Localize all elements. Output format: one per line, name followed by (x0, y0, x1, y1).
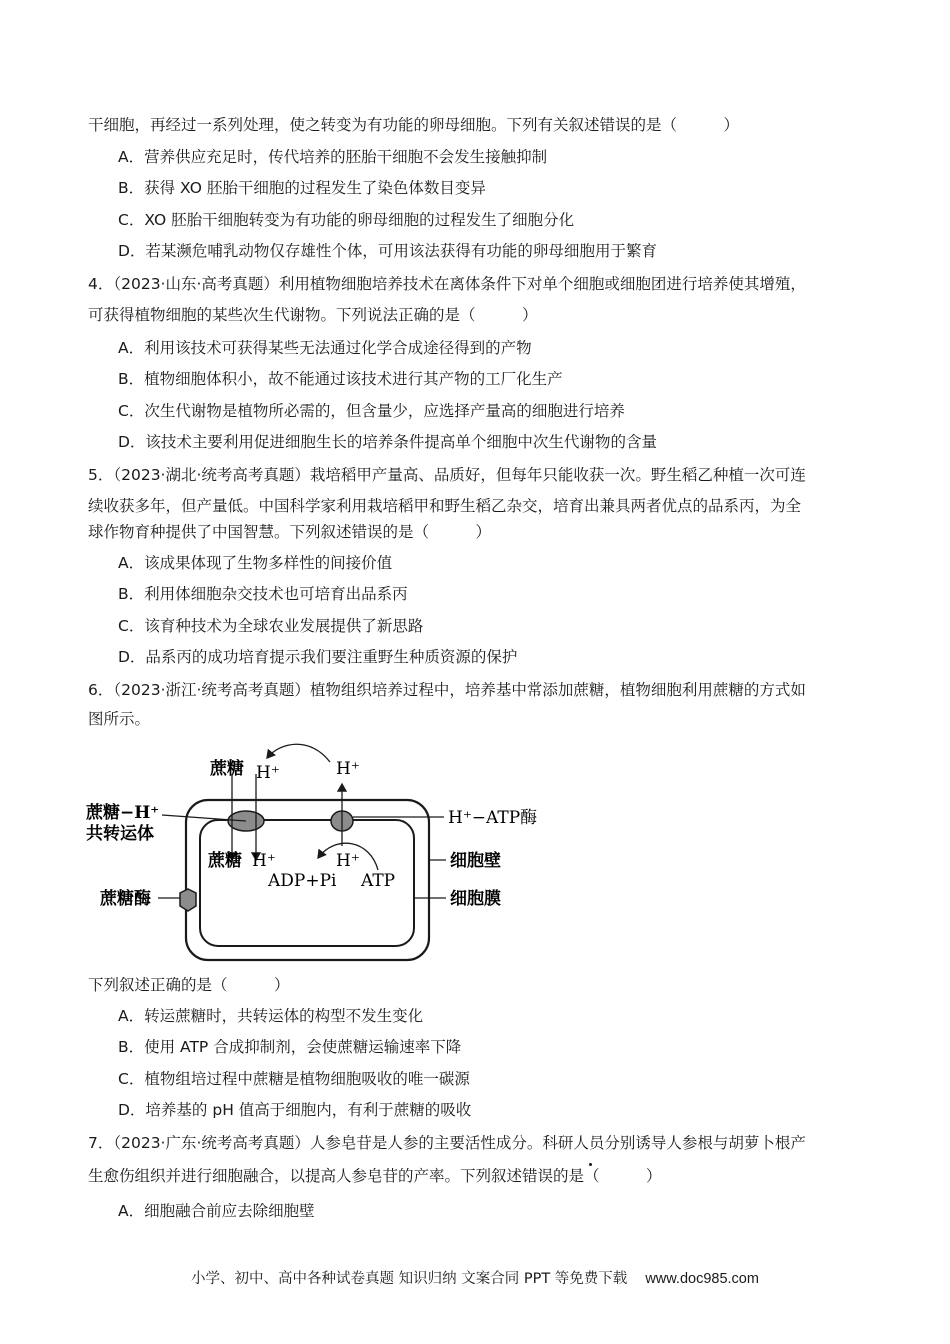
footer-url[interactable]: www.doc985.com (645, 1271, 759, 1287)
q7-option-a[interactable]: A．细胞融合前应去除细胞壁 (118, 1202, 315, 1220)
q6-option-b[interactable]: B．使用 ATP 合成抑制剂，会使蔗糖运输速率下降 (118, 1038, 462, 1056)
q5-option-d[interactable]: D．品系丙的成功培育提示我们要注重野生种质资源的保护 (118, 648, 518, 666)
q5-option-a[interactable]: A．该成果体现了生物多样性的间接价值 (118, 554, 393, 572)
label-h-outside-left: H⁺ (256, 763, 280, 783)
q6-option-c[interactable]: C．植物组培过程中蔗糖是植物细胞吸收的唯一碳源 (118, 1070, 470, 1088)
q4-option-a[interactable]: A．利用该技术可获得某些无法通过化学合成途径得到的产物 (118, 339, 532, 357)
q6-option-d[interactable]: D．培养基的 pH 值高于细胞内，有利于蔗糖的吸收 (118, 1101, 472, 1119)
label-cell-membrane: 细胞膜 (450, 889, 501, 909)
question-7-stem-line-2: 生愈伤组织并进行细胞融合，以提高人参皂苷的产率。下列叙述错误的是（ ） (88, 1167, 662, 1185)
label-cell-wall: 细胞壁 (450, 851, 501, 871)
q5-option-b[interactable]: B．利用体细胞杂交技术也可培育出品系丙 (118, 585, 408, 603)
q4-option-d[interactable]: D．该技术主要利用促进细胞生长的培养条件提高单个细胞中次生代谢物的含量 (118, 433, 657, 451)
question-7-stem-line-1: 7．（2023·广东·统考高考真题）人参皂苷是人参的主要活性成分。科研人员分别诱导人参根与胡萝卜根产 (88, 1134, 806, 1152)
question-5-stem-line-2: 续收获多年，但产量低。中国科学家利用栽培稻甲和野生稻乙杂交，培育出兼具两者优点的品系丙，为全 (88, 497, 802, 515)
label-sucrose-outside: 蔗糖 (210, 759, 244, 779)
label-atp: ATP (361, 871, 396, 891)
question-4-stem-line-2: 可获得植物细胞的某些次生代谢物。下列说法正确的是（ ） (88, 306, 538, 324)
question-6-stem-line-1: 6．（2023·浙江·统考高考真题）植物组织培养过程中，培养基中常添加蔗糖，植物细胞利用蔗糖的方式如 (88, 681, 806, 699)
q3-option-b[interactable]: B．获得 XO 胚胎干细胞的过程发生了染色体数目变异 (118, 179, 486, 197)
label-sucrose-inside: 蔗糖 (208, 851, 242, 871)
q3-option-d[interactable]: D．若某濒危哺乳动物仅存雄性个体，可用该法获得有功能的卵母细胞用于繁育 (118, 242, 657, 260)
q3-option-a[interactable]: A．营养供应充足时，传代培养的胚胎干细胞不会发生接触抑制 (118, 148, 548, 166)
q3-option-c[interactable]: C．XO 胚胎干细胞转变为有功能的卵母细胞的过程发生了细胞分化 (118, 211, 575, 229)
sucrose-transport-diagram (80, 738, 550, 968)
label-adp-pi: ADP+Pi (268, 871, 337, 891)
footer-text: 小学、初中、高中各种试卷真题 知识归纳 文案合同 PPT 等免费下载 (191, 1271, 628, 1287)
page-footer (0, 1267, 950, 1288)
label-sucrase: 蔗糖酶 (100, 889, 151, 909)
question-6-stem-line-2: 图所示。 (88, 710, 151, 728)
question-4-stem-line-1: 4．（2023·山东·高考真题）利用植物细胞培养技术在离体条件下对单个细胞或细胞团进行培养使其增殖， (88, 275, 806, 293)
label-cotransporter-line1: 蔗糖−H⁺ (86, 803, 160, 823)
label-h-inside-right: H⁺ (336, 851, 360, 871)
question-5-stem-line-1: 5．（2023·湖北·统考高考真题）栽培稻甲产量高、品质好，但每年只能收获一次。野生稻乙种植一次可连 (88, 466, 806, 484)
question-5-stem-line-3: 球作物育种提供了中国智慧。下列叙述错误的是（ ） (88, 523, 492, 541)
q5-option-c[interactable]: C．该育种技术为全球农业发展提供了新思路 (118, 617, 424, 635)
q4-option-b[interactable]: B．植物细胞体积小，故不能通过该技术进行其产物的工厂化生产 (118, 370, 563, 388)
label-h-outside-right: H⁺ (336, 759, 360, 779)
sucrase-enzyme (180, 889, 196, 911)
question-3-stem-tail: 干细胞，再经过一系列处理，使之转变为有功能的卵母细胞。下列有关叙述错误的是（ ） (88, 116, 740, 134)
label-cotransporter-line2: 共转运体 (86, 824, 154, 844)
q4-option-c[interactable]: C．次生代谢物是植物所必需的，但含量少，应选择产量高的细胞进行培养 (118, 402, 625, 420)
q6-option-a[interactable]: A．转运蔗糖时，共转运体的构型不发生变化 (118, 1007, 424, 1025)
label-h-inside-left: H⁺ (252, 851, 276, 871)
label-atpase: H⁺−ATP酶 (448, 808, 538, 828)
question-6-stem-after: 下列叙述正确的是（ ） (88, 976, 290, 994)
